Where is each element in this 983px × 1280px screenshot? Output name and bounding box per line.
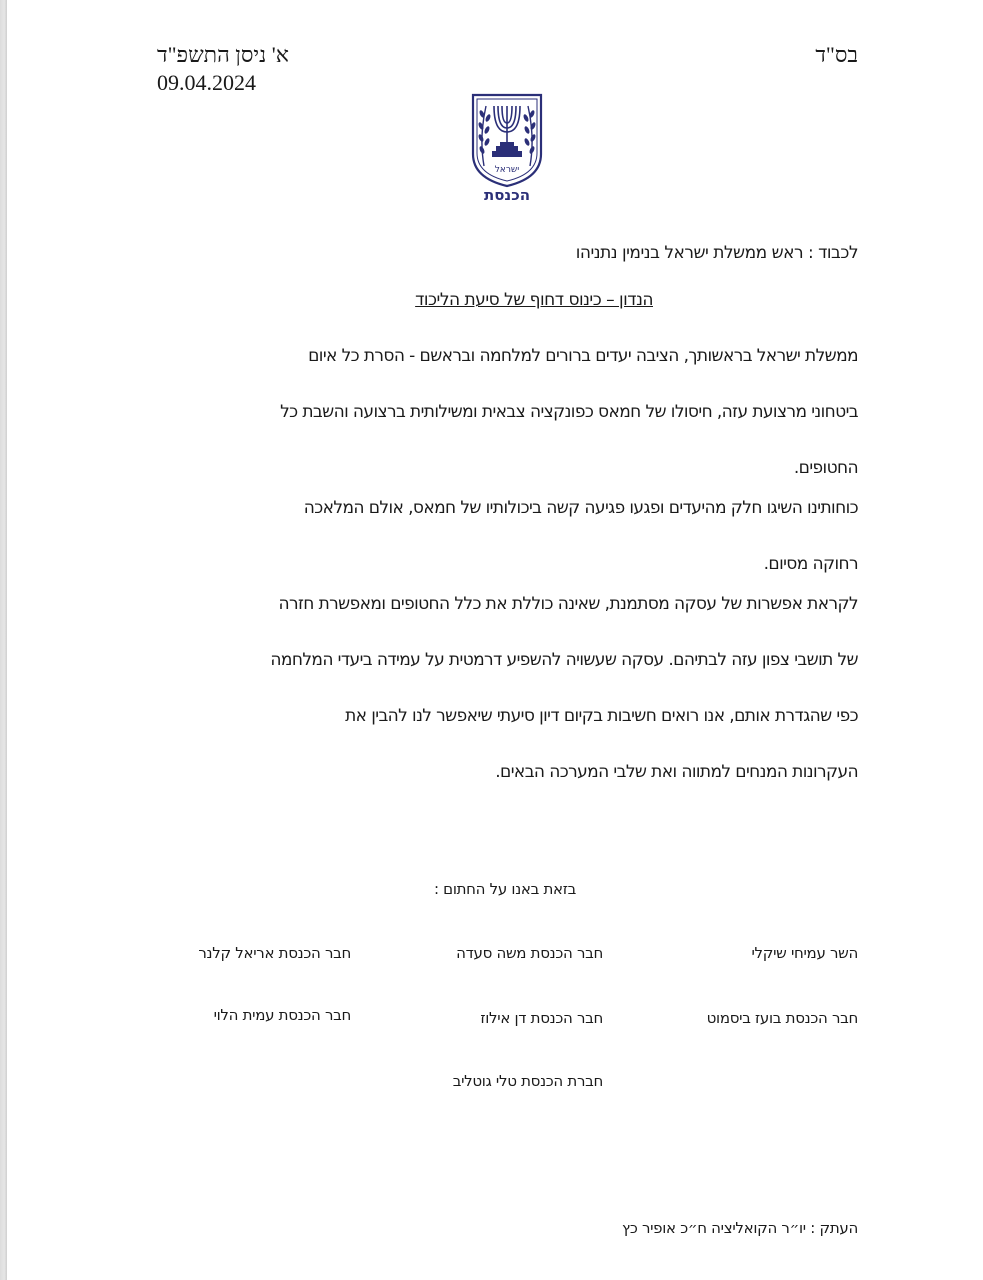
letter-subject: הנדון – כינוס דחוף של סיעת הליכוד <box>415 290 653 310</box>
menorah-emblem-icon <box>470 92 544 204</box>
signatory: חבר הכנסת עמית הלוי <box>213 1006 351 1024</box>
logo-caption: הכנסת <box>483 186 531 204</box>
body-line: החטופים. <box>793 458 858 478</box>
body-line: כפי שהגדרת אותם, אנו רואים חשיבות בקיום דיון סיעתי שיאפשר לנו להבין את <box>345 706 858 726</box>
body-line: ביטחוני מרצועת עזה, חיסולו של חמאס כפונקציה צבאית ומשילותית ברצועה והשבת כל <box>280 402 858 422</box>
knesset-logo <box>470 92 544 204</box>
body-line: לקראת אפשרות של עסקה מסתמנת, שאינה כוללת את כלל החטופים ומאפשרת חזרה <box>278 594 858 614</box>
bsd-mark: בס"ד <box>815 42 858 67</box>
gregorian-date: 09.04.2024 <box>157 70 256 95</box>
carbon-copy: העתק : יו״ר הקואליציה ח״כ אופיר כץ <box>622 1219 858 1237</box>
body-line: כוחותינו השיגו חלק מהיעדים ופגעו פגיעה קשה ביכולותיו של חמאס, אולם המלאכה <box>303 498 858 518</box>
signatory: חבר הכנסת משה סעדה <box>456 944 603 962</box>
emblem-text: ישראל <box>494 165 520 175</box>
body-line: ממשלת ישראל בראשותך, הציבה יעדים ברורים למלחמה ובראשם - הסרת כל איום <box>308 346 858 366</box>
hebrew-date: א' ניסן התשפ"ד <box>157 42 289 67</box>
signatory: חבר הכנסת בועז ביסמוט <box>706 1009 858 1027</box>
body-line: של תושבי צפון עזה לבתיהם. עסקה שעשויה להשפיע דרמטית על עמידה ביעדי המלחמה <box>270 650 858 670</box>
signatory: חבר הכנסת דן אילוז <box>480 1009 603 1027</box>
letter-recipient: לכבוד : ראש ממשלת ישראל בנימין נתניהו <box>575 243 858 263</box>
letter-body <box>158 340 858 812</box>
body-line: רחוקה מסיום. <box>763 554 858 574</box>
signature-intro: בזאת באנו על החתום : <box>433 880 577 898</box>
signatory: חבר הכנסת אריאל קלנר <box>198 944 351 962</box>
body-line: העקרונות המנחים למתווה ואת שלבי המערכה הבאים. <box>495 762 858 782</box>
signatory: השר עמיחי שיקלי <box>751 944 858 962</box>
page-edge <box>0 0 7 1280</box>
signatory: חברת הכנסת טלי גוטליב <box>452 1072 603 1090</box>
